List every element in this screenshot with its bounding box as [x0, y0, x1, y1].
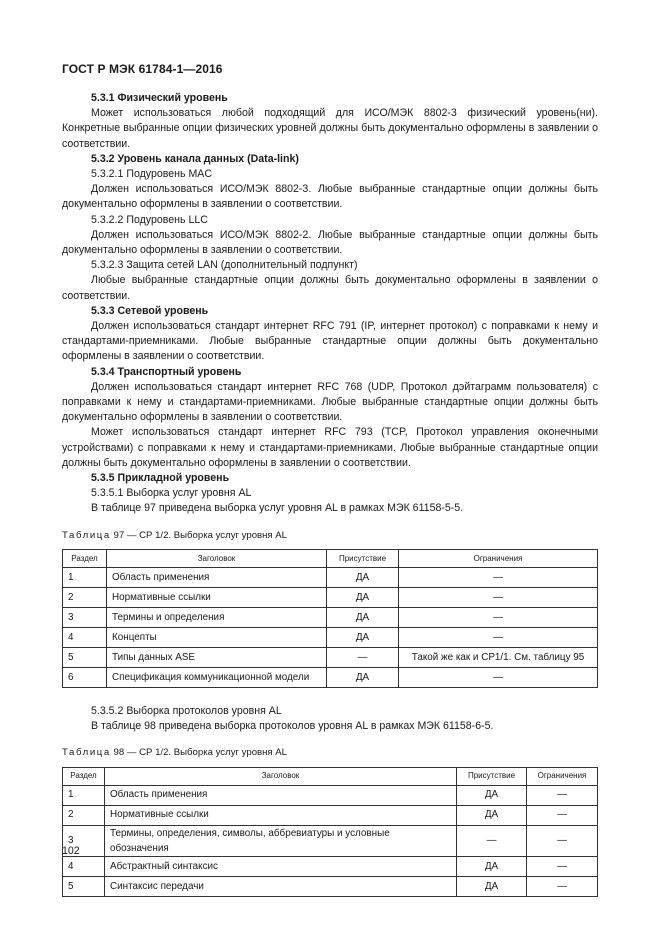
table-cell: ДА — [327, 667, 399, 687]
table-cell: 2 — [63, 587, 107, 607]
table-cell: — — [399, 607, 598, 627]
page-number: 102 — [62, 845, 80, 857]
table-cell: — — [327, 647, 399, 667]
table-cell: Нормативные ссылки — [105, 805, 457, 825]
table-cell: Область применения — [105, 785, 457, 805]
table-97 — [62, 549, 598, 688]
table-cell: Типы данных ASE — [107, 647, 327, 667]
table-cell: — — [399, 627, 598, 647]
table-cell: — — [457, 825, 527, 856]
table-row — [63, 647, 598, 667]
table-cell: — — [399, 587, 598, 607]
table-cell: Нормативные ссылки — [107, 587, 327, 607]
table-cell: — — [527, 856, 598, 876]
table-cell: 6 — [63, 667, 107, 687]
column-header: Ограничения — [399, 549, 598, 567]
table-cell: Термины, определения, символы, аббревиатуры и условные обозначения — [105, 825, 457, 856]
subsection-heading: 5.3.2.1 Подуровень MAC — [91, 168, 213, 181]
paragraph: Любые выбранные стандартные опции должны быть документально оформлены в заявлении о соответствии. — [62, 274, 598, 302]
table-cell: Термины и определения — [107, 607, 327, 627]
table-cell: 5 — [63, 647, 107, 667]
section-heading: 5.3.4 Транспортный уровень — [91, 365, 242, 378]
paragraph: Может использоваться стандарт интернет RFC 793 (TCP, Протокол управления оконечными устройствами) с поправками к нему и стандартами-приемниками. Любые выбранные стандартные опции должны быть документально оформлены в заявлении о соответствии. — [62, 426, 598, 469]
table-cell: — — [399, 567, 598, 587]
table-cell: ДА — [457, 785, 527, 805]
table-cell: ДА — [327, 567, 399, 587]
table-cell: — — [527, 805, 598, 825]
paragraph: Должен использоваться ИСО/МЭК 8802-2. Любые выбранные стандартные опции должны быть документально оформлены в заявлении о соответствии. — [62, 228, 598, 257]
column-header: Присутствие — [457, 767, 527, 785]
table-row — [63, 567, 598, 587]
table-cell: ДА — [327, 587, 399, 607]
table-cell: 1 — [63, 567, 107, 587]
table-cell: 4 — [63, 856, 105, 876]
table-cell: 3 — [63, 825, 105, 856]
table-cell: Синтаксис передачи — [105, 876, 457, 896]
table-cell: — — [527, 876, 598, 896]
table-cell: Область применения — [107, 567, 327, 587]
table-row — [63, 876, 598, 896]
table-header-row — [63, 549, 598, 567]
paragraph: В таблице 98 приведена выборка протоколов уровня AL в рамках МЭК 61158-6-5. — [91, 720, 494, 733]
subsection-heading: 5.3.5.2 Выборка протоколов уровня AL — [91, 704, 282, 717]
column-header: Ограничения — [527, 767, 598, 785]
document-header: ГОСТ Р МЭК 61784-1—2016 — [62, 62, 223, 76]
table-cell: — — [527, 825, 598, 856]
column-header: Раздел — [63, 549, 107, 567]
table-cell: ДА — [327, 607, 399, 627]
paragraph: В таблице 97 приведена выборка услуг уровня AL в рамках МЭК 61158-5-5. — [91, 502, 464, 515]
table-row — [63, 667, 598, 687]
table-cell: ДА — [457, 876, 527, 896]
table-row — [63, 825, 598, 856]
table-cell: — — [527, 785, 598, 805]
table-row — [63, 587, 598, 607]
column-header: Раздел — [63, 767, 105, 785]
paragraph: Должен использоваться ИСО/МЭК 8802-3. Любые выбранные стандартные опции должны быть документально оформлены в заявлении о соответствии. — [62, 183, 598, 211]
table-row — [63, 856, 598, 876]
table-cell: 3 — [63, 607, 107, 627]
section-heading: 5.3.3 Сетевой уровень — [91, 304, 209, 317]
table-cell: ДА — [457, 856, 527, 876]
table-98 — [62, 767, 598, 897]
column-header: Заголовок — [105, 767, 457, 785]
table-cell: 2 — [63, 805, 105, 825]
table-caption-word: Таблица — [62, 747, 111, 759]
table-cell: 5 — [63, 876, 105, 896]
table-cell: 1 — [63, 785, 105, 805]
table-cell: ДА — [327, 627, 399, 647]
table-caption-word: Таблица — [62, 529, 111, 541]
table-caption-text: 98 — СР 1/2. Выборка услуг уровня AL — [110, 747, 288, 759]
table-header-row — [63, 767, 598, 785]
paragraph: Должен использоваться стандарт интернет RFC 791 (IP, интернет протокол) с поправками к нему и стандартами-приемниками. Любые выбранные стандартные опции должны быть документально оформлены в заявлении о соответствии. — [62, 320, 598, 363]
table-cell: Абстрактный синтаксис — [105, 856, 457, 876]
table-row — [63, 805, 598, 825]
table-cell: Концепты — [107, 627, 327, 647]
table-row — [63, 785, 598, 805]
section-heading: 5.3.5 Прикладной уровень — [91, 472, 230, 485]
table-caption — [62, 528, 598, 543]
table-row — [63, 607, 598, 627]
table-cell: Спецификация коммуникационной модели — [107, 667, 327, 687]
paragraph: Может использоваться любой подходящий для ИСО/МЭК 8802-3 физический уровень(ни). Конкретные выбранные опции физических уровней должны быть документально оформлены в заявлении о соответствии. — [62, 107, 598, 150]
table-cell: 4 — [63, 627, 107, 647]
document-body — [62, 91, 598, 897]
table-cell: — — [399, 667, 598, 687]
table-row — [63, 627, 598, 647]
subsection-heading: 5.3.2.3 Защита сетей LAN (дополнительный подпункт) — [91, 259, 358, 272]
table-cell: ДА — [457, 805, 527, 825]
subsection-heading: 5.3.2.2 Подуровень LLC — [91, 213, 208, 226]
section-heading: 5.3.1 Физический уровень — [91, 92, 228, 104]
table-caption — [62, 745, 598, 760]
section-heading: 5.3.2 Уровень канала данных (Data-link) — [91, 152, 299, 165]
paragraph: Должен использоваться стандарт интернет RFC 768 (UDP, Протокол дэйтаграмм пользователя) с поправками к нему и стандартами-приемниками. Любые выбранные стандартные опции должны быть документально оформлены в заявлении о соответствии. — [62, 380, 598, 424]
table-cell: Такой же как и СР1/1. См. таблицу 95 — [399, 647, 598, 667]
subsection-heading: 5.3.5.1 Выборка услуг уровня AL — [91, 487, 252, 500]
column-header: Присутствие — [327, 549, 399, 567]
column-header: Заголовок — [107, 549, 327, 567]
table-caption-text: 97 — СР 1/2. Выборка услуг уровня AL — [110, 529, 288, 541]
